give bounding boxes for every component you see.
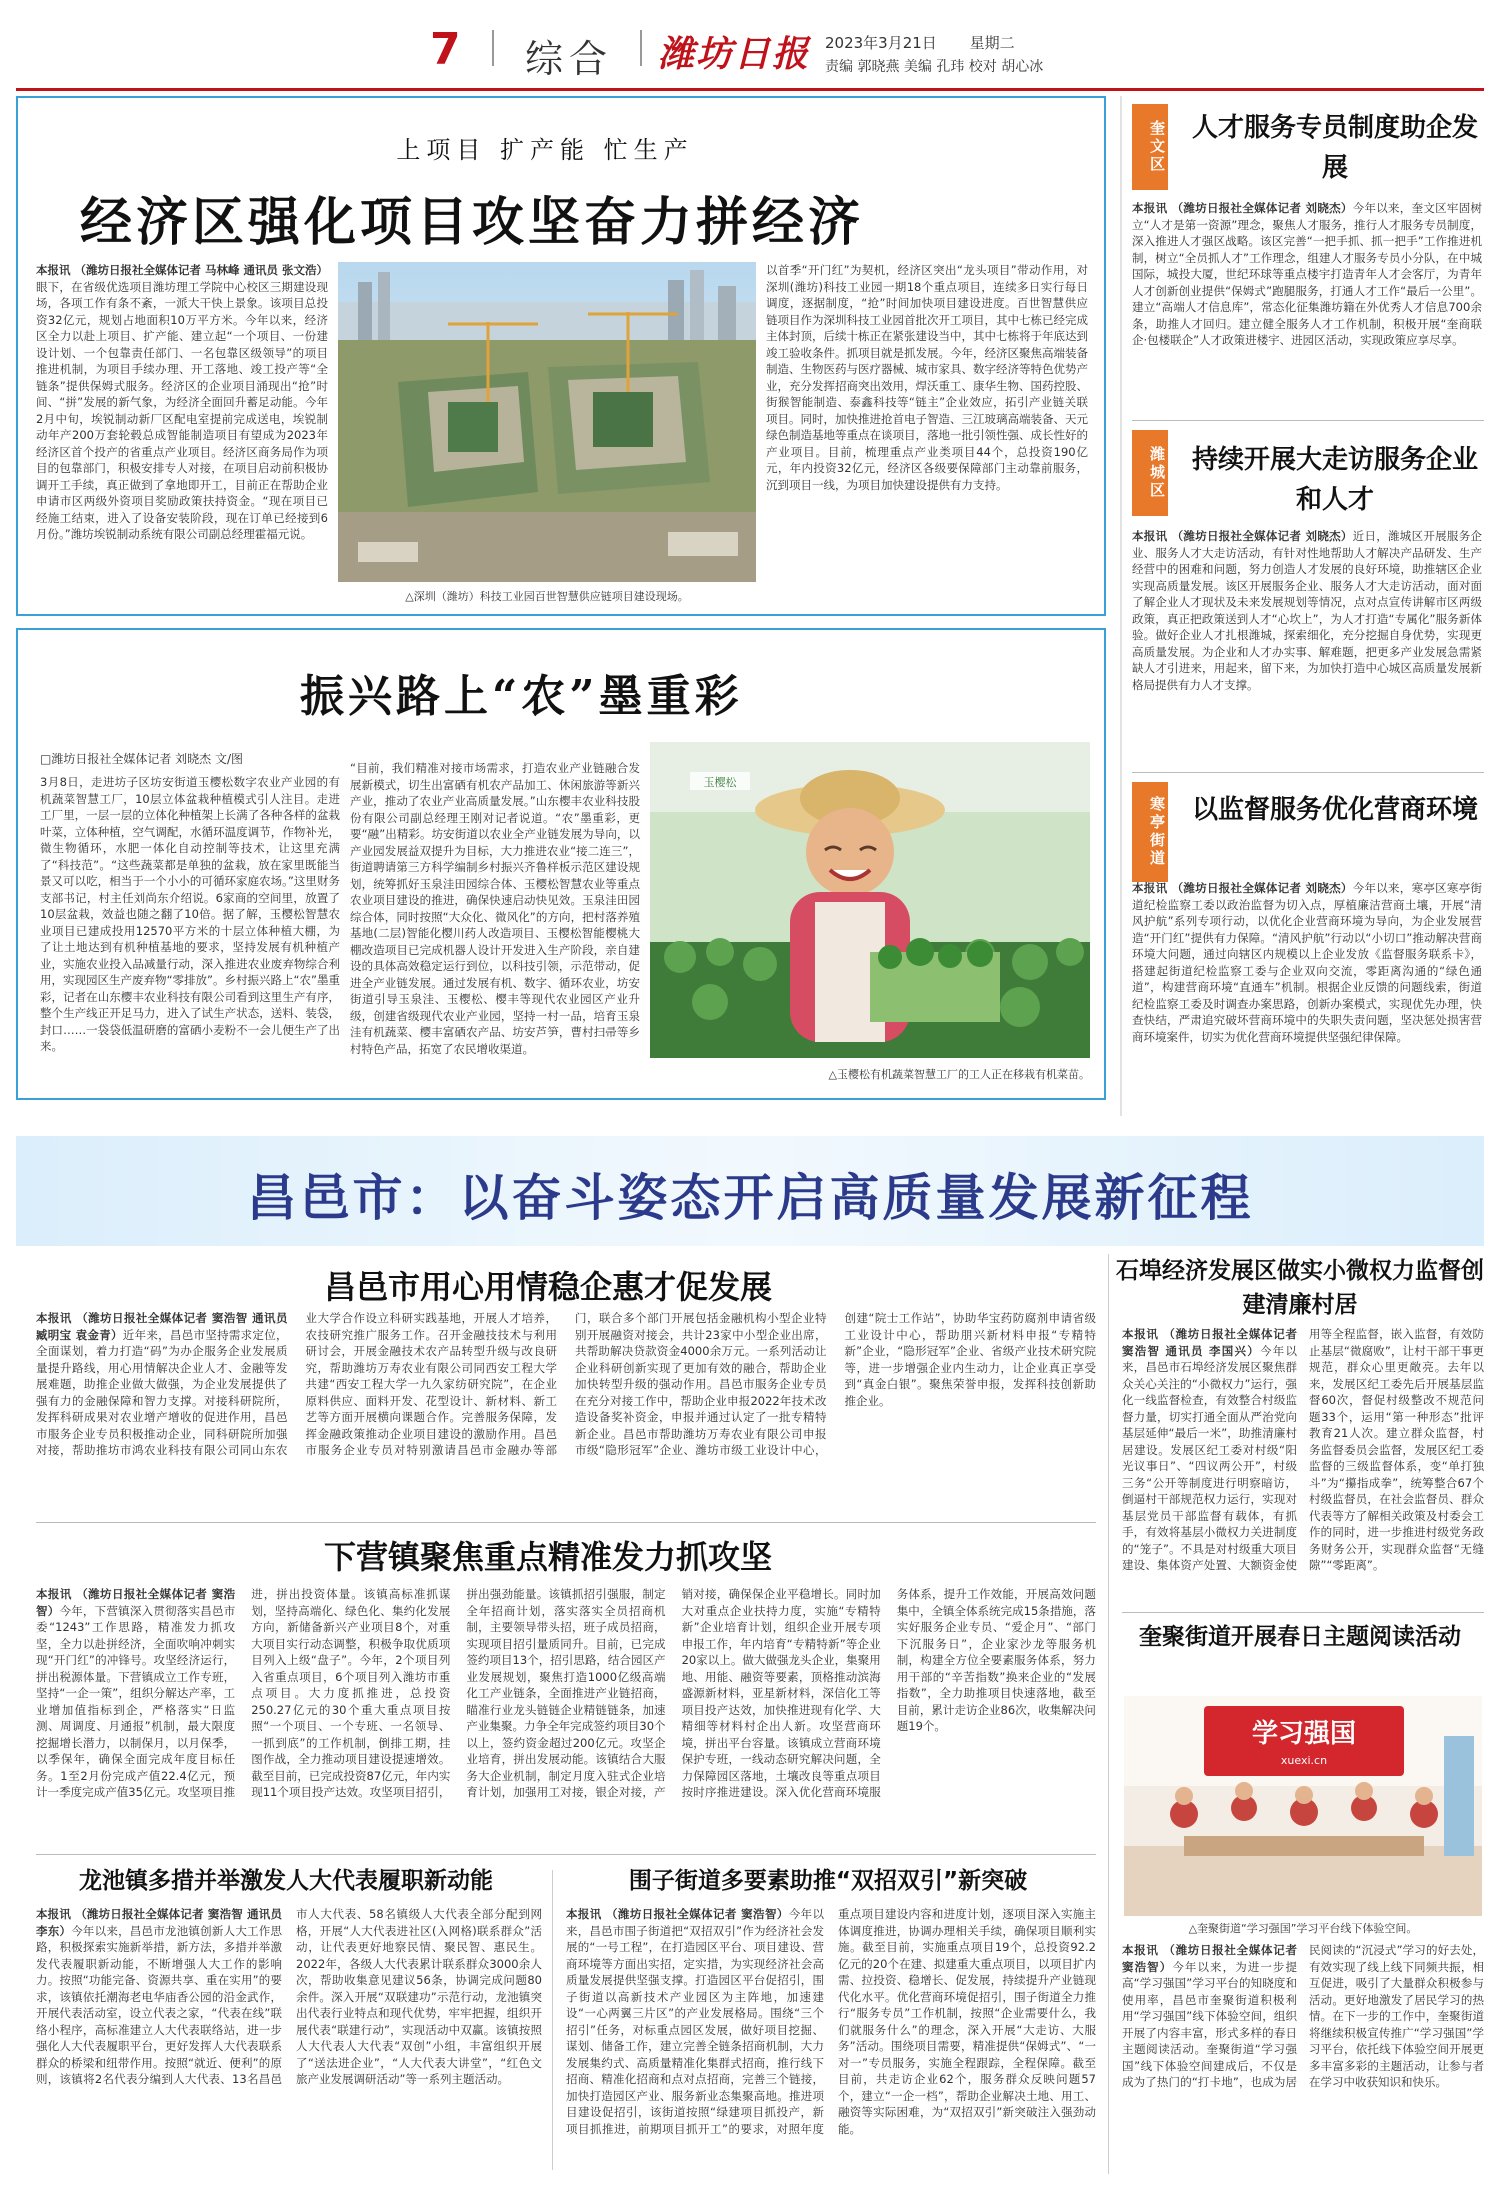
xuexi-sign: 学习强国 [1251,1719,1357,1749]
sidebar-3-byline: 本报讯 （潍坊日报社全媒体记者 刘晓杰） [1132,881,1353,895]
changyi-banner-title: 昌邑市：以奋斗姿态开启高质量发展新征程 [246,1169,1254,1227]
lead-photo-caption: △深圳（潍坊）科技工业园百世智慧供应链项目建设现场。 [405,590,689,603]
rural-title: 振兴路上“农”墨重彩 [300,671,743,722]
changyi-story-6-byline: 本报讯 （潍坊日报社全媒体记者 窦浩智） [566,1907,789,1921]
greenhouse-sign: 玉樱松 [703,776,737,789]
sidebar-1-body: 今年以来，奎文区牢固树立“人才是第一资源”理念，聚焦人才服务，推行人才服务专员制度，深入推进人才强区战略。该区完善“一把手抓、抓一把手”工作推进机制，树立“全员抓人才”工作理念，组建人才服务专员小分队，在中城国际，城投大厦，世纪环球等重点楼宇打造青年人才会客厅，为青年人才创新创业提供“保姆式”跑腿服务，打通人才工作“最后一公里”。建立“高端人才信息库”，常态化征集潍坊籍在外优秀人才信息700余条，助推人才回归。建立健全服务人才工作机制，积极开展“奎商联企·包楼联企”人才政策进楼宇、进园区活动，实现政策应享尽享。 [1132,201,1482,347]
changyi-story-4-byline: 本报讯 （潍坊日报社全媒体记者 窦浩智） [1122,1943,1297,1974]
divider [492,30,494,66]
changyi-story-1-title: 昌邑市用心用情稳企惠才促发展 [323,1268,772,1306]
column-divider [1108,1254,1109,2174]
lead-column-2: 以首季“开门红”为契机，经济区突出“龙头项目”带动作用，对深圳(潍坊)科技工业园一期18个重点项目，连续多日实行每日调度，逐据制度，“抢”时间加快项目建设进度。百世智慧供应链项目作为深圳科技工业园首批次开工项目，其中七栋已经完成主体封顶，后续十栋正在紧张建设当中，其中七栋将于年底达到竣工验收条件。抓项目就是抓发展。今年，经济区聚焦高端装备制造、生物医药与医疗器械、城市家具、数字经济等特色优势产业，充分发挥招商突出效用，焊沃重工、康华生物、国药控股、街猴智能制造、泰鑫科技等“链主”企业效应，拓引产业链关联项目。同时，加快推进抢首电子智造、三江玻璃高端装备、天元绿色制造基地等重点在谈项目，落地一批引领性强、成长性好的产业项目。目前，梳理重点产业类项目44个，总投资190亿元，年内投资32亿元，经济区各级要保障部门主动靠前服务，沉到项目一线，为项目加快建设提供有力支持。 [766,263,1088,492]
sidebar-3-text [1132,880,1482,1106]
rural-byline: □潍坊日报社全媒体记者 刘晓杰 文/图 [40,752,244,766]
reading-photo-caption: △奎聚街道“学习强国”学习平台线下体验空间。 [1188,1922,1418,1935]
lead-kicker: 上项目 扩产能 忙生产 [396,136,694,164]
changyi-story-5-body: 今年以来，昌邑市龙池镇创新人大工作思路，积极探索实施新举措，新方法，多措并举激发代表履职新动能，不断增强人大工作的影响力。按照“功能完备、资源共享、重在实用”的要求，该镇依托潮海老电华庙香公园的沿金武作，开展代表活动室，设立代表之家，“代表在线”联络小程序，高标准建立人大代表联络站，进一步强化人大代表履职平台，更好发挥人大代表联系群众的桥梁和纽带作用。按照“就近、便利”的原则，该镇将2名代表分编到人大代表、13名昌邑市人大代表、58名镇级人大代表全部分配到网格，开展“人大代表进社区(入网格)联系群众”活动，让代表更好地察民情、聚民智、惠民生。2022年，各级人大代表累计联系群众3000余人次，帮助收集意见建议56条，协调完成问题80余件。深入开展“双联建功”示范行动，龙池镇突出代表行业特点和现代优势，牢牢把握，组织开展代表“联建行动”，实现活动中双赢。该镇按照人大代表人大代表“双创”小组，丰富组织开展了“送法进企业”，“人大代表大讲堂”，“红色文旅产业发展调研活动”等一系列主题活动。 [36,1907,542,2086]
issue-date [825,32,1015,53]
changyi-story-5-title: 龙池镇多措并举激发人大代表履职新动能 [79,1868,493,1894]
section-rule [1122,1612,1484,1613]
changyi-story-2-title: 下营镇聚焦重点精准发力抓攻坚 [323,1538,772,1576]
rural-column-2: “目前，我们精准对接市场需求，打造农业产业链融合发展新模式，切生出富硒有机农产品加工、休闲旅游等新兴产业，推动了农业产业高质量发展。”山东樱丰农业科技股份有限公司副总经理王刚对记者说道。“农”墨重彩，更要“融”出精彩。坊安街道以农业全产业链发展为导向，以产业园发展益双提升为目标，大力推进农业“接二连三”，街道聘请第三方科学编制乡村振兴齐鲁样板示范区建设规划，统筹抓好玉泉洼田园综合体、玉樱松智慧农业等重点农业项目建设的推进，确保快速启动快见效。玉泉洼田园综合体，同时按照“大众化、微风化”的方向，把村落养殖基地(二层)智能化樱川药人改造项目、玉樱松智能樱桃大棚改造项目已完成机器人设计开发进入生产阶段，亲自建设的具体高效稳定运行到位，以科技引领，示范带动，促进全产业链发展。通过发展有机、数字、循环农业，坊安街道引导玉泉洼、玉樱松、樱丰等现代农业园区产业升级，创建省级现代农业产业园，坚持一村一品，培育玉泉洼有机蔬菜、樱丰富硒农产品、坊安芦笋，曹村扫帚等乡村特色产品，拓宽了农民增收渠道。 [350,761,640,1056]
reading-room-image [1124,1696,1482,1916]
changyi-story-6-body: 今年以来，昌邑市围子街道把“双招双引”作为经济社会发展的“一号工程”，在打造园区平台、项目建设、营商环境等方面出实招，定实措，为实现经济社会高质量发展提供坚强支撑。打造园区平台促招引，围子街道以高新技术产业园区为主阵地，加速建设“一心两翼三片区”的产业发展格局。围绕“三个招引”任务，对标重点园区发展，做好项目挖掘、谋划、储备工作，建立完善全链条招商机制，大力发展集约式、高质量精准化集群式招商，推行线下招商、精准化招商和点对点招商，完善三个链接，加快打造园区产业、服务新业态集聚高地。推进项目建设促招引，该街道按照“绿建项目抓投产，新项目抓推进，前期项目抓开工”的要求，对照年度重点项目建设内容和进度计划，逐项目深入实施主体调度推进，协调办理相关手续，确保项目顺利实施。截至目前，实施重点项目19个，总投资92.2亿元的20个在建、拟建重大重点项目，以项目扩内需、拉投资、稳增长、促发展，持续提升产业链现代化水平。优化营商环境促招引，围子街道全力推行“服务专员”工作机制，按照“企业需要什么，我们就服务什么”的理念，深入开展“大走访、大服务”活动。围绕项目需要，精准提供“保姆式”、“一对一”专员服务，实施全程跟踪，全程保障。截至目前，共走访企业62个，服务群众反映问题57个，建立“一企一档”，帮助企业解决土地、用工、融资等实际困难，为“双招双引”新突破注入强劲动能。 [566,1907,1096,2136]
editor-credits: 责编 郭晓燕 美编 孔玮 校对 胡心冰 [825,59,1044,75]
changyi-story-3-body: 今年以来，昌邑市石埠经济发展区聚焦群众关心关注的“小微权力”运行，强化一线监督检查，有效整合村级监督力量，切实打通全面从严治党向基层延伸“最后一米”，助推清廉村居建设。发展区纪工委对村级“阳光议事日”、“四议两公开”，村级三务“公开等制度进行明察暗访，倒逼村干部规范权力运行，实现对基层党员干部监督有载体，有抓手，有效将基层小微权力关进制度的“笼子”。不具是对村级重大项目建设、集体资产处置、大额资金使用等全程监督，嵌入监督，有效防止基层“微腐败”，让村干部干事更规范，群众心里更敞亮。去年以来，发展区纪工委先后开展基层监督60次，督促村级整改不规范问题33个，运用“第一种形态”批评教育21人次。建立群众监督，村务监督委员会监督，发展区纪工委监督的三级监督体系，变“单打独斗”为“攥指成拳”，统筹整合67个村级监督员，在社会监督员、群众代表等方了解相关政策及村委会工作的同时，进一步推进村级党务政务财务公开，实现群众监督“无缝隙”“零距离”。 [1122,1327,1484,1572]
sidebar-3-body: 今年以来，寒亭区寒亭街道纪检监察工委以政治监督为切入点，厚植廉洁营商土壤，开展“清风护航”系列专项行动，以优化企业营商环境为导向，为企业发展营造“开门红”提供有力保障。“清风护航”行动以“小切口”推动解决营商环境大问题，通过向辖区内规模以上企业发放《监督服务联系卡》，搭建起街道纪检监察工委与企业双向交流，零距离沟通的“绿色通道”，构建营商环境“直通车”机制。根据企业反馈的问题线索，街道纪检监察工委及时调查办案思路，创新办案模式，实现优先办理，快查快结，严肃追究破坏营商环境中的失职失责问题，坚决惩处损害营商环境案件，切实为优化营商环境提供坚强纪律保障。 [1132,881,1482,1044]
divider [640,30,642,66]
changyi-story-2-body: 今年，下营镇深入贯彻落实昌邑市委“1243”工作思路，精准发力抓攻坚，全力以赴拼经济，全面吹响冲刺实现“开门红”的冲锋号。攻坚经济运行，拼出税源体量。下营镇成立工作专班，坚持“一企一策”，组织分解达产率，工业增加值指标到企，严格落实“日监测、周调度、月通报”机制，最大限度挖掘增长潜力，以制保月，以月保季，以季保年，确保全面完成年度目标任务。1至2月份完成产值22.4亿元，预计一季度完成产值35亿元。攻坚项目推进，拼出投资体量。该镇高标准抓谋划，坚持高端化、绿色化、集约化发展方向，新储备新兴产业项目8个，对重大项目实行动态调整，积极争取优质项目列入上级“盘子”。今年，2个项目列入省重点项目，6个项目列入潍坊市重点项目。大力度抓推进，总投资250.27亿元的30个重大重点项目按照“一个项目、一个专班、一名领导、一抓到底”的工作机制，倒排工期，挂图作战，全力推动项目建设提速增效。截至目前，已完成投资87亿元，年内实现11个项目投产达效。攻坚项目招引，拼出强劲能量。该镇抓招引强服，制定全年招商计划，落实落实全员招商机制，主要领导带头招，班子成员招商，实现项目招引量质同升。目前，已完成签约项目13个，招引思路，结合园区产业发展规划，聚焦打造1000亿级高端化工产业链条，全面推进产业链招商，瞄准行业龙头链链企业精链链条，加速产业集聚。力争全年完成签约项目30个以上，签约资金超过200亿元。攻坚企业培育，拼出发展动能。该镇结合大服务大企业机制，制定月度入驻式企业培育计划，加强用工对接，银企对接，产销对接，确保保企业平稳增长。同时加大对重点企业扶持力度，实施“专精特新”企业培育计划，组织企业开展专项申报工作，年内培育“专精特新”等企业20家以上。做大做强龙头企业，集聚用地、用能、融资等要素，顶格推动滨海盛源新材料，亚星新材料，深信化工等项目投产达效，加快推进现有化学、大精细等材料村企出人新。攻坚营商环境，拼出平台容量。该镇成立营商环境保护专班，一线动态研究解决问题，全力保障园区落地，土壤改良等重点项目按时序推进建设。深入优化营商环境服务体系，提升工作效能，开展高效问题集中，全镇全体系统完成15条措施，落实好服务企业专员、“爱企月”、“部门下沉服务日”，企业家沙龙等服务机制，构建全方位全要素服务体系，努力用干部的“辛苦指数”换来企业的“发展指数”，全力助推项目快速落地，截至目前，累计走访企业86次，收集解决问题19个。 [36,1587,1096,1799]
changyi-story-5-byline: 本报讯 （潍坊日报社全媒体记者 窦浩智 通讯员 李东） [36,1907,282,1938]
lead-column-1 [36,262,328,602]
rural-column-1: 3月8日，走进坊子区坊安街道玉樱松数字农业产业园的有机蔬菜智慧工厂，10层立体盆栽种植模式引人注目。走进工厂里，一层一层的立体化种植架上长满了各种各样的盆栽叶菜，立体种植，空气调配，水循环温度调节，作物补光，微生物循环，水肥一体化自动控制等技术，让这里充满了“科技范”。“这些蔬菜都是单独的盆栽，放在家里既能当景又可以吃，相当于一个小小的可循环家庭农场。”这里财务支部书记，村主任刘尚东介绍说。6家商的空间里，放置了10层盆栽，效益也随之翻了10倍。据了解，玉樱松智慧农业项目已建成投用12570平方米的十层立体种植大棚，为了让土地达到有机种植基地的要求，坚持发展有机种植产业，实施农业投入品减量行动，深入推进农业废弃物综合利用，实现园区生产废弃物“零排放”。乡村振兴路上“农”墨重彩，记者在山东樱丰农业科技有限公司看到这里生产有序，整个生产线正开足马力，进入了试生产状态，送料、装袋，封口……一袋袋低温研磨的富硒小麦粉不一会儿便生产了出来。 [40,775,340,1053]
section-rule [36,1522,1096,1523]
construction-site-image [338,262,756,582]
changyi-story-2-byline: 本报讯 （潍坊日报社全媒体记者 窦浩智） [36,1587,236,1618]
section-rule [36,1854,1096,1855]
lead-title: 经济区强化项目攻坚奋力拼经济 [80,192,865,253]
changyi-story-3-byline: 本报讯 （潍坊日报社全媒体记者 窦浩智 通讯员 李国兴） [1122,1327,1297,1358]
changyi-story-4-title [1110,1620,1490,1654]
changyi-story-1-byline: 本报讯 （潍坊日报社全媒体记者 窦浩智 通讯员 臧明宝 袁金青） [36,1311,288,1342]
sidebar-tag-kuiwen: 奎文区 [1132,104,1168,190]
sidebar-2-body: 近日，潍城区开展服务企业、服务人才大走访活动，有针对性地帮助人才解决产品研发、生产经营中的困难和问题，努力创造人才发展的良好环境，助推辖区企业实现高质量发展。该区开展服务企业、服务人才大走访活动，面对面了解企业人才现状及未来发展规划等情况，点对点宣传讲解市区两级政策，真正把政策送到人才“心坎上”，为人才打造“专属化”服务新体验。做好企业人才扎根潍城，探索细化，充分挖掘自身优势，实现更高质量发展。为企业和人才办实事、解难题，把更多产业发展急需紧缺人才引进来，用起来，留下来，为加快打造中心城区高质量发展新格局提供有力人才支撑。 [1132,529,1482,692]
sidebar-divider [1120,96,1122,1116]
masthead-rule [16,88,1484,91]
date-text: 2023年3月21日 [825,34,937,52]
xuexi-sign-url: xuexi.cn [1280,1754,1328,1767]
sidebar-2-text [1132,528,1482,764]
sidebar-1-text [1132,200,1482,414]
construction-photo [338,262,756,582]
sidebar-1-byline: 本报讯 （潍坊日报社全媒体记者 刘晓杰） [1132,201,1353,215]
sidebar-3-title: 以监督服务优化营商环境 [1191,795,1478,825]
changyi-story-3-title [1110,1254,1490,1322]
changyi-story-4-title-text: 奎聚街道开展春日主题阅读活动 [1139,1624,1461,1650]
changyi-story-3-title-text: 石埠经济发展区做实小微权力监督创建清廉村居 [1116,1258,1484,1318]
section-name: 综合 [525,37,614,81]
changyi-story-6-text [566,1906,1096,2178]
changyi-story-5-text [36,1906,542,2178]
farmer-image [650,742,1090,1058]
changyi-story-4-body: 今年以来，为进一步提高“学习强国”学习平台的知晓度和使用率，昌邑市奎聚街道积极利用“学习强国”线下体验空间，组织开展了内容丰富，形式多样的春日主题阅读活动。奎聚街道“学习强国”线下体验空间建成后，不仅是成为了热门的“打卡地”，也成为居民阅读的“沉浸式”学习的好去处，有效实现了线上线下同频共振，相互促进，吸引了大量群众积极参与活动。更好地激发了居民学习的热情。在下一步的工作中，奎聚街道将继续积极宣传推广“学习强国”学习平台，依托线下体验空间开展更多丰富多彩的主题活动，让参与者在学习中收获知识和快乐。 [1122,1943,1484,2089]
sidebar-2-title: 持续开展大走访服务企业和人才 [1191,445,1478,515]
changyi-story-1-text [36,1310,1096,1516]
farmer-photo [650,742,1090,1058]
rural-photo-caption: △玉樱松有机蔬菜智慧工厂的工人正在移栽有机菜苗。 [828,1068,1090,1081]
changyi-story-1-body: 近年来，昌邑市坚持需求定位，全面谋划，着力打造“码”为办企服务企业发展质量提升路线，用心用情解决企业人才、金融等发展难题，助推企业做大做强，为企业发展提供了强有力的金融保障和智力支撑。对接科研院所，发挥科研成果对农业增产增收的促进作用，昌邑市服务企业专员积极推动企业，同科研院所加强对接，帮助推坊市鸿农业科技有限公司同山东农业大学合作设立科研实践基地，开展人才培养，农技研究推广服务工作。召开金融技技术与利用研讨会，开展金融技术农产品转型升级与改良研究，帮助潍坊万寿农业有限公司同西安工程大学共建“西安工程大学一九久家纺研究院”，在企业原料供应、面料开发、花型设计、新材料、新工艺等方面开展横向课题合作。完善服务保障，发挥金融政策推动企业项目建设的激励作用。昌邑市服务企业专员对特别激请昌邑市金融办等部门，联合多个部门开展包括金融机构小型企业特别开展融资对接会，共计23家中小型企业出席，共帮助解决贷款资金4000余万元。一系列活动让企业科研创新实现了更加有效的融合，帮助企业加快转型升级的强动作用。昌邑市服务企业专员在充分对接工作中，帮助企业申报2022年技术改造设备奖补资金，申报并通过认定了一批专精特新企业。昌邑市帮助潍坊万寿农业有限公司申报市级“隐形冠军”企业、潍坊市级工业设计中心，创建“院士工作站”，协助华宝药防腐剂申请省级工业设计中心，帮助朋兴新材料申报“专精特新”企业，“隐形冠军”企业、省级产业技术研究院等，进一步增强企业内生动力，让企业真正享受到“真金白银”。聚焦荣誉申报，发挥科技创新助推企业。 [36,1311,1096,1457]
reading-photo [1124,1696,1482,1916]
page-number: 7 [430,24,461,75]
paper-logo: 潍坊日报 [658,33,811,75]
lead-byline: 本报讯 （潍坊日报社全媒体记者 马林峰 通讯员 张文浩） [36,263,328,277]
changyi-story-6-title: 围子街道多要素助推“双招双引”新突破 [628,1868,1028,1894]
changyi-story-3-text [1122,1326,1484,1606]
lead-text-1: 眼下，在省级优选项目潍坊理工学院中心校区三期建设现场，各项工作有条不紊，一派大干快上景象。该项目总投资32亿元，规划占地面积10万平方米。今年以来，经济区全力以赴上项目、扩产能、建立起“一个项目、一份建设计划、一个包靠责任部门、一名包靠区级领导”的项目推进机制，为项目手续办理、开工落地、竣工投产等“全链条”提供保姆式服务。经济区的企业项目涌现出“抢”时间、“拼”发展的新气象，为经济全面回升蓄足动能。今年2月中旬，埃锐制动新厂区配电室提前完成送电，埃锐制动年产200万套轮毂总成智能制造项目有望成为2023年经济区首个投产的省重点产业项目。经济区商务局作为项目的包靠部门，积极安排专人对接，在项目启动前积极协调开工手续，真正做到了拿地即开工，目前正在帮助企业申请市区两级外资项目奖励政策扶持资金。“现在项目已经施工结束，进入了设备安装阶段，现在订单已经接到6月份。”潍坊埃锐制动系统有限公司副总经理霍福元说。 [36,279,328,541]
sidebar-1-title: 人才服务专员制度助企发展 [1191,113,1478,183]
column-divider [552,1870,553,2170]
sidebar-rule [1132,420,1484,421]
changyi-story-4-text [1122,1942,1484,2178]
sidebar-tag-weicheng: 潍城区 [1132,430,1168,516]
sidebar-rule [1132,772,1484,773]
weekday-text: 星期二 [969,34,1015,52]
changyi-story-2-text [36,1586,1096,1848]
sidebar-2-byline: 本报讯 （潍坊日报社全媒体记者 刘晓杰） [1132,529,1353,543]
sidebar-tag-hanting: 寒亭街道 [1132,782,1168,882]
